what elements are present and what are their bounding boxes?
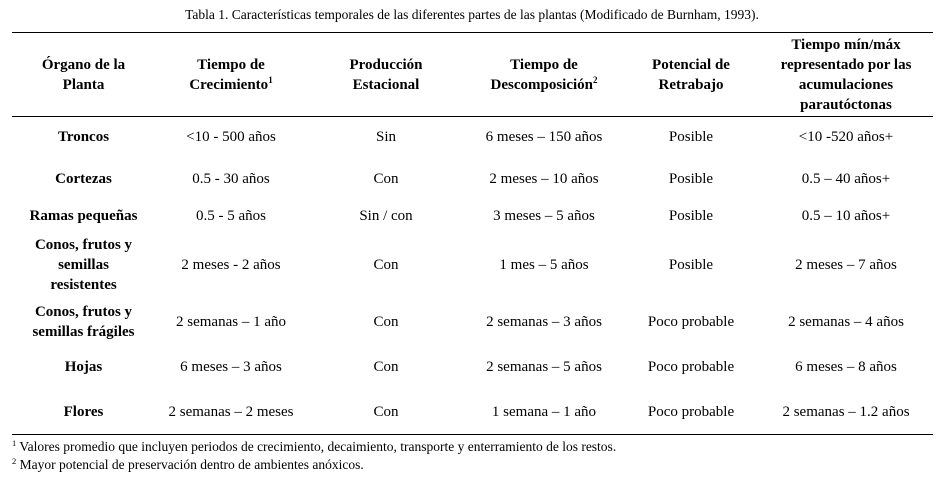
organ-cell: Flores [63, 403, 104, 420]
growth-cell: 0.5 - 5 años [196, 207, 266, 224]
minmax-cell: 0.5 – 10 años+ [801, 207, 891, 224]
minmax-cell: 2 semanas – 1.2 años [782, 403, 910, 420]
minmax-cell: 2 semanas – 4 años [788, 314, 904, 330]
footnotes [12, 438, 933, 474]
decomp-cell: 2 semanas – 3 años [486, 314, 602, 330]
rework-cell: Posible [668, 207, 714, 224]
header-seasonal-production: Producción Estacional [349, 56, 423, 93]
footnote-ref-1: 1 [268, 74, 273, 85]
growth-cell: 0.5 - 30 años [192, 171, 270, 187]
table-row [12, 345, 933, 389]
minmax-cell: 0.5 – 40 años+ [801, 171, 891, 187]
rework-cell: Poco probable [647, 403, 735, 420]
plant-organ-table [12, 33, 933, 434]
footnote-1: $^1$ Valores promedio que incluyen periodos de crecimiento, decaimiento, transporte y enterramiento de los restos. [12, 438, 617, 454]
bottom-rule [12, 434, 933, 435]
table-row [12, 200, 933, 231]
table-row [12, 158, 933, 200]
organ-cell: Conos, frutos y semillas frágiles [32, 304, 135, 340]
seasonal-cell: Con [373, 314, 399, 330]
rework-cell: Posible [668, 171, 714, 187]
organ-cell: Cortezas [55, 171, 112, 187]
rework-cell: Poco probable [647, 314, 735, 330]
seasonal-cell: Con [373, 359, 399, 375]
rework-cell: Poco probable [647, 359, 735, 375]
decomp-cell: 1 mes – 5 años [499, 257, 589, 273]
organ-cell: Troncos [57, 129, 110, 145]
header-organ: Órgano de la Planta [41, 56, 126, 93]
growth-cell: 2 semanas – 2 meses [168, 403, 294, 420]
seasonal-cell: Sin [375, 129, 396, 145]
growth-cell: 2 semanas – 1 año [176, 314, 286, 330]
growth-cell: 6 meses – 3 años [180, 359, 282, 375]
decomp-cell: 2 semanas – 5 años [486, 359, 602, 375]
rework-cell: Posible [668, 257, 714, 273]
seasonal-cell: Con [373, 257, 399, 273]
footnote-2: $^2$ Mayor potencial de preservación dentro de ambientes anóxicos. [12, 456, 364, 472]
minmax-cell: 2 meses – 7 años [795, 257, 897, 273]
organ-cell: Hojas [64, 359, 103, 375]
growth-cell: 2 meses - 2 años [181, 257, 281, 273]
header-growth-time: Tiempo de Crecimiento$^1$ [189, 56, 273, 93]
minmax-cell: <10 -520 años+ [798, 129, 894, 145]
seasonal-cell: Sin / con [359, 207, 413, 224]
header-min-max-time: Tiempo mín/máx representado por las acumulaciones parautóctonas [780, 36, 912, 113]
growth-cell: <10 - 500 años [186, 129, 276, 145]
table-caption: Tabla 1. Características temporales de las diferentes partes de las plantas (Modificado de Burnham, 1993). [185, 7, 759, 22]
header-row [12, 33, 933, 116]
rework-cell: Posible [668, 129, 714, 145]
header-rework-potential: Potencial de Retrabajo [652, 56, 730, 93]
minmax-cell: 6 meses – 8 años [795, 359, 897, 375]
table-row [12, 389, 933, 434]
header-decomposition-time: Tiempo de Descomposición$^2$ [490, 56, 598, 93]
seasonal-cell: Con [373, 171, 399, 187]
decomp-cell: 6 meses – 150 años [485, 129, 603, 145]
seasonal-cell: Con [373, 403, 399, 420]
decomp-cell: 3 meses – 5 años [493, 207, 595, 224]
organ-cell: Conos, frutos y semillas resistentes [34, 237, 133, 293]
decomp-cell: 2 meses – 10 años [489, 171, 599, 187]
table-row [12, 299, 933, 345]
table-row [12, 231, 933, 299]
table-row [12, 116, 933, 158]
footnote-ref-2: 2 [593, 74, 598, 85]
organ-cell: Ramas pequeñas [29, 207, 138, 224]
decomp-cell: 1 semana – 1 año [491, 403, 597, 420]
